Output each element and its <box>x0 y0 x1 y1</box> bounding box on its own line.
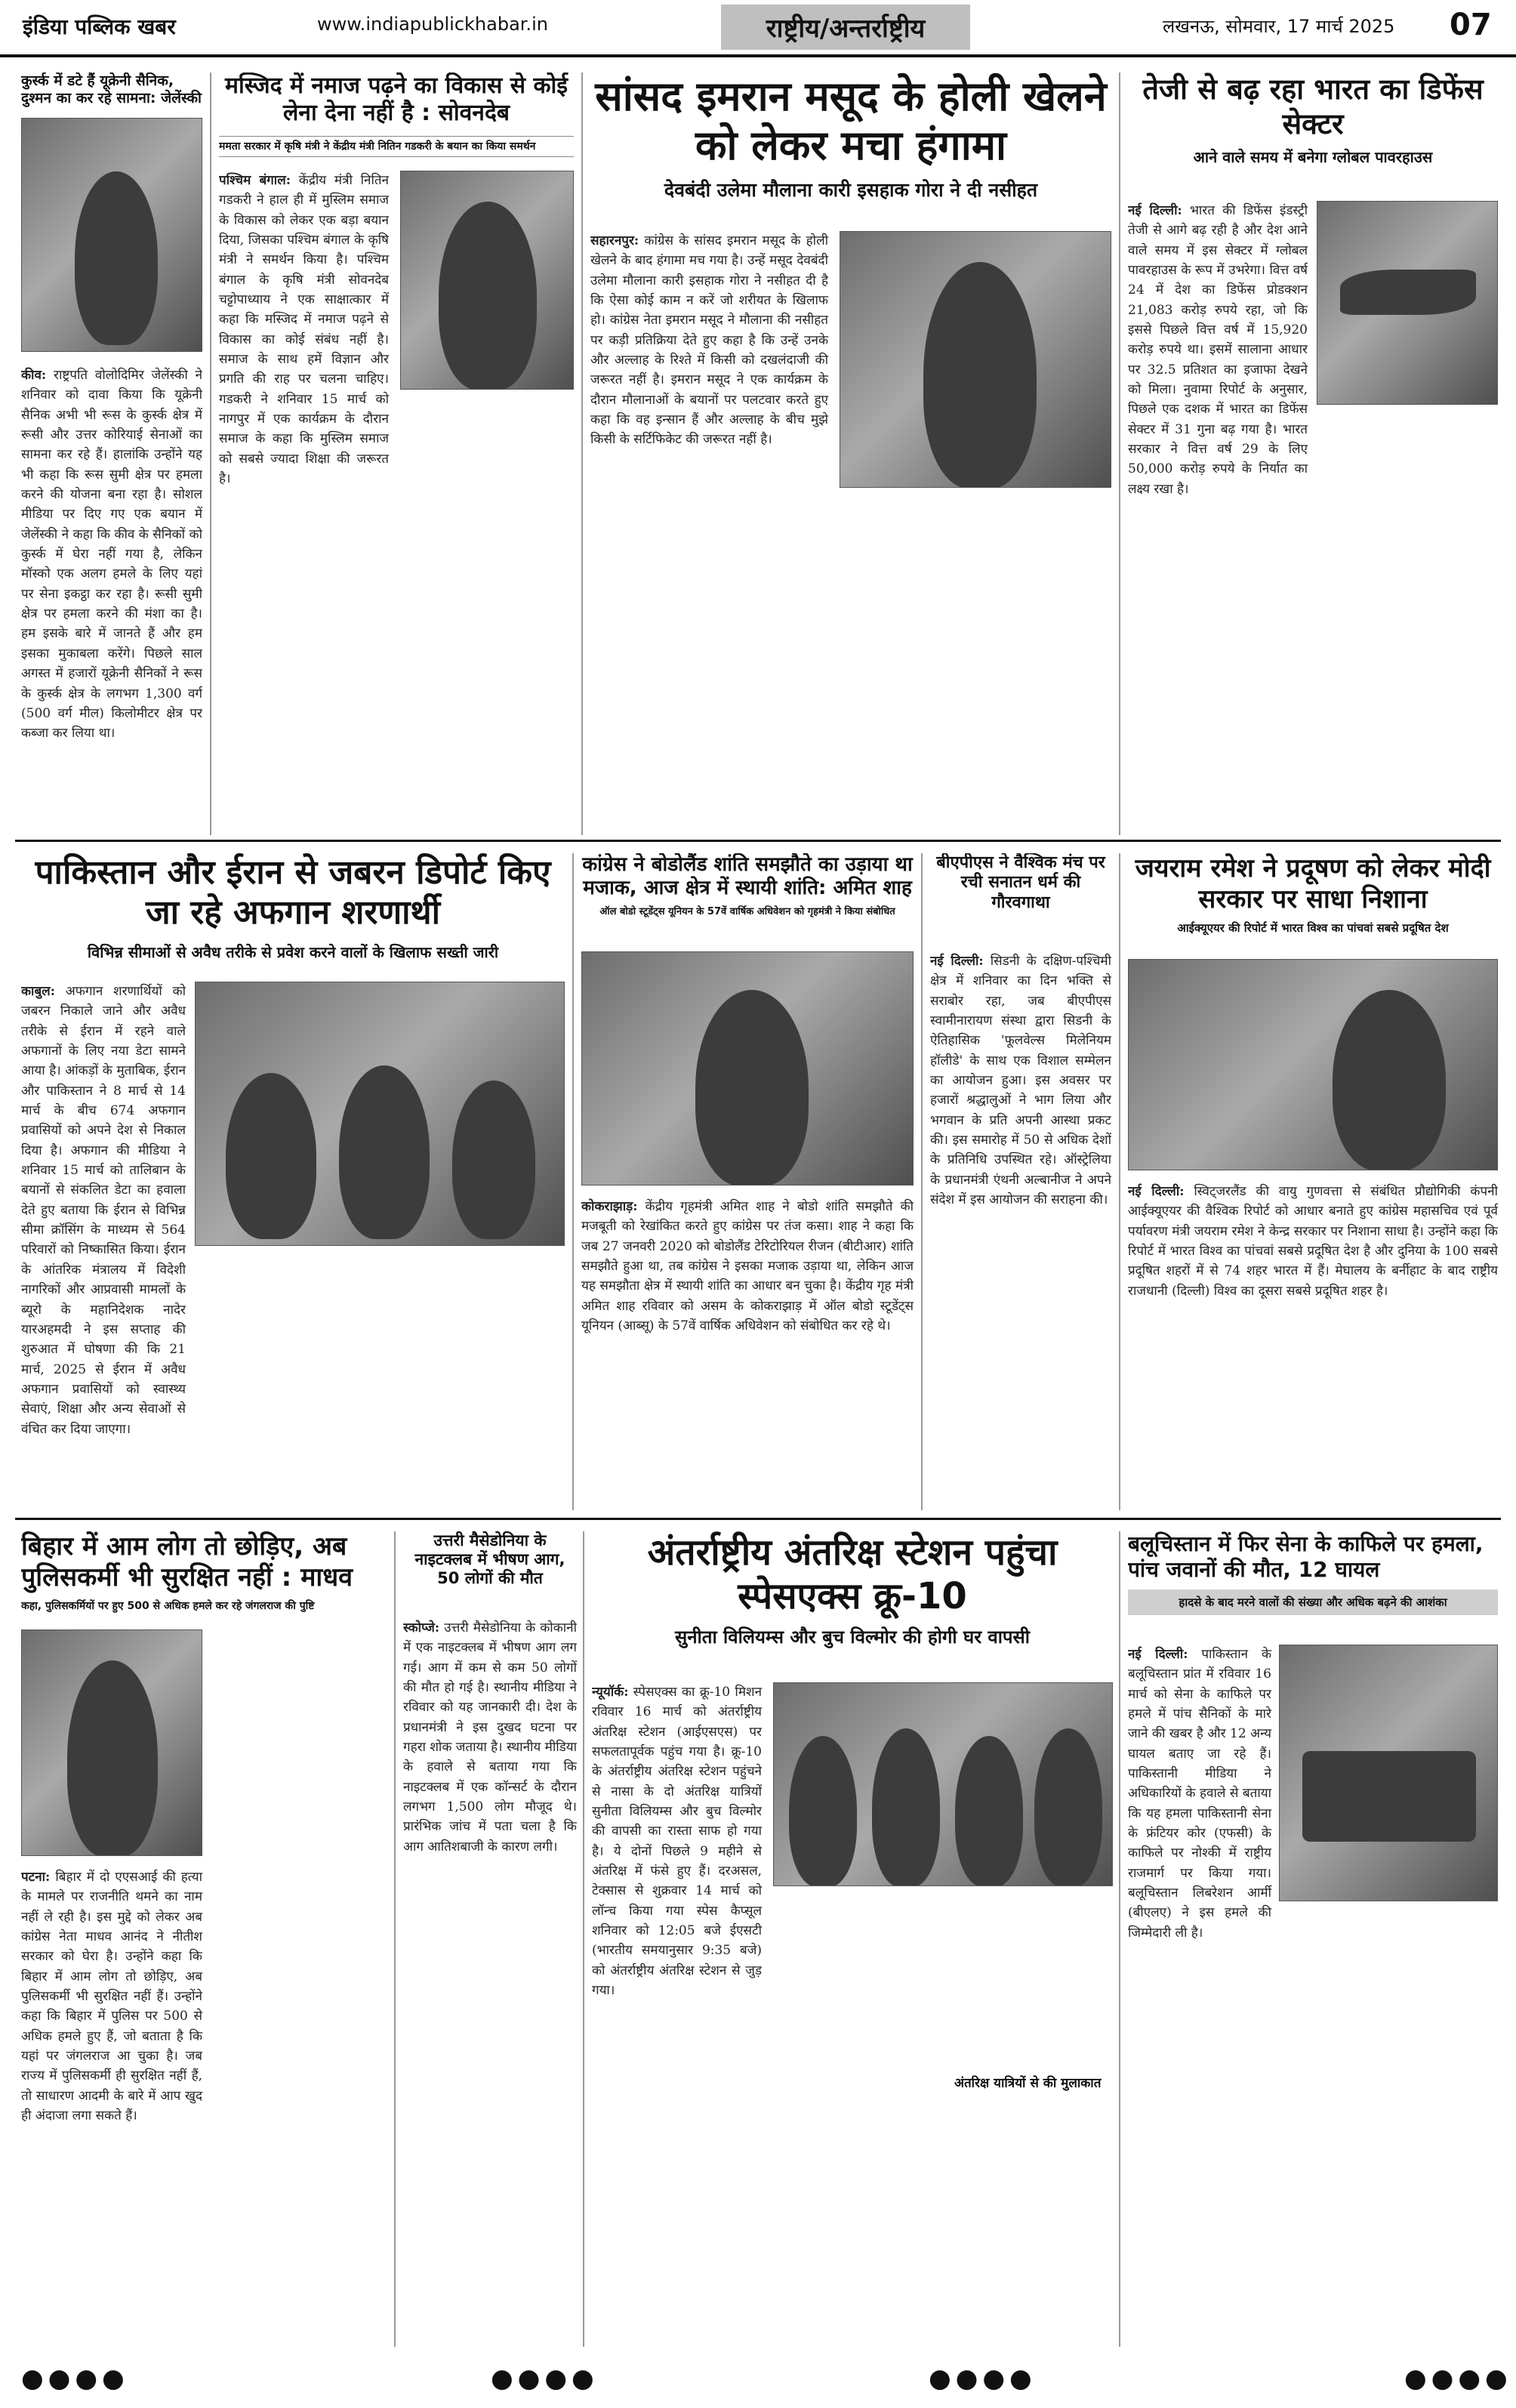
story-headline: सांसद इमरान मसूद के होली खेलने को लेकर मचा हंगामा <box>595 72 1107 169</box>
page-end-marker: ●●●● <box>21 2363 129 2394</box>
column-rule <box>1119 853 1120 1510</box>
story-subhead: हादसे के बाद मरने वालों की संख्या और अधिक बढ़ने की आशंका <box>1179 1596 1447 1610</box>
story-headline: पाकिस्तान और ईरान से जबरन डिपोर्ट किए जा रहे अफगान शरणार्थी <box>35 853 551 932</box>
story-imran <box>590 72 1111 835</box>
column-rule <box>921 853 923 1510</box>
crowd-figure <box>226 1073 316 1239</box>
section-divider <box>15 1518 1501 1520</box>
story-headline: मस्जिद में नमाज पढ़ने का विकास से कोई लेना देना नहीं है : सोवनदेब <box>225 72 568 126</box>
story-headline: बीएपीएस ने वैश्विक मंच पर रची सनातन धर्म की गौरवगाथा <box>936 853 1105 912</box>
story-bihar <box>21 1531 429 2347</box>
column-rule <box>210 72 211 835</box>
story-photo <box>773 1682 1113 1886</box>
story-defence <box>1128 72 1498 835</box>
story-subhead-band <box>1128 1589 1498 1615</box>
person-figure <box>439 202 537 390</box>
person-figure <box>67 1660 158 1856</box>
astronaut-figure <box>789 1736 857 1886</box>
person-figure <box>923 262 1037 488</box>
story-body <box>403 1618 577 1857</box>
vehicle-figure <box>1302 1751 1476 1842</box>
story-subhead: कहा, पुलिसकर्मियों पर हुए 500 से अधिक हमले कर रहे जंगलराज की पुष्टि <box>21 1599 315 1612</box>
story-body <box>581 1197 914 1336</box>
dateline: नई दिल्ली: <box>930 954 984 969</box>
story-photo <box>400 171 574 390</box>
crowd-figure <box>339 1065 430 1239</box>
body-text: स्पेसएक्स का क्रू-10 मिशन रविवार 16 मार्च को अंतर्राष्ट्रीय अंतरिक्ष स्टेशन (आईएसएस) पर सफलतापूर्वक पहुंच गया है। क्रू-10 के अंतर्राष्ट्रीय अंतरिक्ष स्टेशन पहुंचने से नासा के दो अंतरिक्ष यात्रियों सुनीता विलियम्स और बुच विल्मोर की वापसी का रास्ता साफ हो गया है। ये दोनों पिछले 9 महीने से अंतरिक्ष में फंसे हुए हैं। दरअसल, टेक्सास से शुक्रवार 14 मार्च को लॉन्च किया गया स्पेस कैप्सूल शनिवार को 12:05 बजे ईएसटी (भारतीय समयानुसार 9:35 बजे) को अंतर्राष्ट्रीय अंतरिक्ष स्टेशन से जुड़ गया। <box>592 1685 762 1999</box>
story-body <box>1128 1182 1498 1301</box>
section-title: राष्ट्रीय/अन्तर्राष्ट्रीय <box>721 5 970 50</box>
story-baluch <box>1128 1531 1498 2347</box>
dateline: काबुल: <box>21 984 55 999</box>
body-text: अफगान शरणार्थियों को जबरन निकाले जाने और अवैध तरीके से ईरान में रहने वाले अफगानों के लिए नया डेटा सामने आया है। आंकड़ों के मुताबिक, ईरान और पाकिस्तान ने 8 मार्च से 14 मार्च के बीच 674 अफगान प्रवासियों को अपने देश से निकाल दिया है। अफगान की मीडिया ने शनिवार 15 मार्च को तालिबान के बयानों से संकलित डेटा का हवाला देते हुए बताया कि ईरान से विभिन्न सीमा क्रॉसिंग के माध्यम से 564 परिवारों को निष्कासित किया। ईरान के आंतरिक मंत्रालय में विदेशी नागरिकों और आप्रवासी मामलों के ब्यूरो के महानिदेशक नादेर यारअहमदी ने इस सप्ताह की शुरुआत में घोषणा की कि 21 मार्च, 2025 से ईरान में अवैध अफगान प्रवासियों को स्वास्थ्य सेवाएं, शिक्षा और अन्य सेवाओं से वंचित कर दिया जाएगा। <box>21 984 186 1437</box>
dateline: सहारनपुर: <box>590 233 639 248</box>
story-body <box>21 365 202 744</box>
page-number: 07 <box>1450 8 1492 42</box>
story-pakistan-iran <box>21 853 565 1510</box>
story-photo <box>1279 1645 1498 1901</box>
story-headline: कुर्स्क में डटे हैं यूक्रेनी सैनिक, दुश्मन का कर रहे सामना: जेलेंस्की <box>21 72 202 106</box>
page-end-marker: ●●●● <box>1404 2363 1512 2394</box>
body-text: राष्ट्रपति वोलोदिमिर जेलेंस्की ने शनिवार को दावा किया कि यूक्रेनी सैनिक अभी भी रूस के कुर्स्क क्षेत्र में रूसी और उत्तर कोरियाई सेनाओं का सामना कर रहे हैं। हालांकि उन्होंने यह भी कहा कि रूस सुमी क्षेत्र पर हमला करने की योजना बना रहा है। सोशल मीडिया पर दिए गए एक बयान में जेलेंस्की ने कहा कि कीव के सैनिकों को कुर्स्क में घेरा नहीं गया है, लेकिन मॉस्को एक अलग हमले के लिए यहां पर सेना इकट्ठा कर रहा है। रूसी सुमी क्षेत्र पर हमला करने की मंशा का है। हम इसके बारे में जानते हैं और हम इसका मुकाबला करेंगे। पिछले साल अगस्त में हजारों यूक्रेनी सैनिकों ने रूस के कुर्स्क क्षेत्र के लगभग 1,300 वर्ग (500 वर्ग मील) किलोमीटर क्षेत्र पर कब्जा कर लिया था। <box>21 368 202 742</box>
dateline: नई दिल्ली: <box>1128 203 1182 218</box>
publication-name: इंडिया पब्लिक खबर <box>23 14 176 39</box>
column-rule <box>581 72 583 835</box>
column-rule <box>583 1531 584 2347</box>
story-subhead: आने वाले समय में बनेगा ग्लोबल पावरहाउस <box>1193 148 1433 167</box>
jet-figure <box>1340 270 1476 315</box>
body-text: कांग्रेस के सांसद इमरान मसूद के होली खेलने के बाद हंगामा मच गया है। उन्हें मसूद देवबंदी उलेमा मौलाना कारी इसहाक गोरा ने नसीहत दी है कि ऐसा कोई काम न करें जो शरीयत के खिलाफ हो। कांग्रेस नेता इमरान मसूद ने मौलाना की नसीहत पर कड़ी प्रतिक्रिया देते हुए कहा है कि उन्हें उनके और अल्लाह के रिश्ते में किसी को दखलंदाजी की जरूरत नहीं है। इमरान मसूद ने एक कार्यक्रम के दौरान मौलानाओं के बयानों पर पलटवार करते हुए कहा कि वह इन्सान हैं और अल्लाह के बीच मुझे किसी के सर्टिफिकेट की जरूरत नहीं है। <box>590 233 828 448</box>
story-headline: उत्तरी मैसेडोनिया के नाइटक्लब में भीषण आग, 50 लोगों की मौत <box>414 1531 565 1588</box>
inset-heading: अंतरिक्ष यात्रियों से की मुलाकात <box>954 2076 1102 2091</box>
dateline: नई दिल्ली: <box>1128 1647 1188 1662</box>
person-figure <box>695 990 809 1186</box>
story-subhead: सुनीता विलियम्स और बुच विल्मोर की होगी घर वापसी <box>675 1626 1030 1648</box>
story-headline: बिहार में आम लोग तो छोड़िए, अब पुलिसकर्मी भी सुरक्षित नहीं : माधव <box>21 1531 353 1592</box>
story-body <box>1128 1645 1271 1943</box>
dateline: कीव: <box>21 368 47 383</box>
story-photo <box>21 1629 202 1856</box>
website-link[interactable]: www.indiapublickhabar.in <box>317 14 548 35</box>
story-body <box>21 982 186 1439</box>
story-body <box>592 1682 762 2001</box>
page-end-marker: ●●●● <box>929 2363 1037 2394</box>
story-photo <box>195 982 565 1246</box>
body-text: भारत की डिफेंस इंडस्ट्री तेजी से आगे बढ़ रही है और देश आने वाले समय में इस सेक्टर में ग्लोबल पावरहाउस के रूप में उभरेगा। वित्त वर्ष 24 में देश का डिफेंस प्रोडक्शन 21,083 करोड़ रुपये रहा, जो कि इससे पिछले वित्त वर्ष में 15,920 करोड़ रुपये था। इसमें सालाना आधार पर 32.5 प्रतिशत का इजाफा देखने को मिला। नुवामा रिपोर्ट के अनुसार, पिछले एक दशक में भारत का डिफेंस सेक्टर में 31 गुना बढ़ गया है। भारत सरकार ने वित्त वर्ष 29 के लिए 50,000 करोड़ रुपये के निर्यात का लक्ष्य रखा है। <box>1128 203 1308 497</box>
story-baps <box>930 853 1111 1510</box>
dateline: नई दिल्ली: <box>1128 1184 1185 1199</box>
story-headline: कांग्रेस ने बोडोलैंड शांति समझौते का उड़ाया था मजाक, आज क्षेत्र में स्थायी शांति: अमित शाह <box>582 853 913 900</box>
body-text: केंद्रीय गृहमंत्री अमित शाह ने बोडो शांति समझौते की मजबूती को रेखांकित करते हुए कांग्रेस पर तंज कसा। शाह ने कहा कि जब 27 जनवरी 2020 को बोडोलैंड टेरिटोरियल रीजन (बीटीआर) शांति समझौते हुआ था, तब कांग्रेस ने इसका मजाक उड़ाया था, लेकिन आज यह समझौता क्षेत्र में स्थायी शांति का आधार बन चुका है। केंद्रीय गृह मंत्री अमित शाह रविवार को असम के कोकराझाड़ में ऑल बोडो स्टूडेंट्स यूनियन (आब्सू) के 57वें वार्षिक अधिवेशन को संबोधित कर रहे थे। <box>581 1199 914 1334</box>
body-text: बिहार में दो एएसआई की हत्या के मामले पर राजनीति थमने का नाम नहीं ले रही है। इस मुद्दे को लेकर अब कांग्रेस नेता माधव आनंद ने नीतीश सरकार को घेरा है। उन्होंने कहा कि बिहार में आम लोग तो छोड़िए, अब पुलिसकर्मी भी सुरक्षित नहीं हैं। उन्होंने कहा कि बिहार में पुलिस पर 500 से अधिक हमले हुए हैं, जो बताता है कि यहां पर जंगलराज आ चुका है। जब राज्य में पुलिसकर्मी ही सुरक्षित नहीं हैं, तो साधारण आदमी के बारे में आप खुद ही अंदाजा लगा सकते हैं। <box>21 1870 202 2124</box>
story-subhead: ऑल बोडो स्टूडेंट्स यूनियन के 57वें वार्षिक अधिवेशन को गृहमंत्री ने किया संबोधित <box>599 906 895 918</box>
dateline: स्कोप्जे: <box>403 1620 440 1636</box>
crowd-figure <box>452 1081 535 1239</box>
column-rule <box>1119 1531 1120 2347</box>
dateline: पटना: <box>21 1870 51 1885</box>
body-text: स्विट्जरलैंड की वायु गुणवत्ता से संबंधित प्रौद्योगिकी कंपनी आईक्यूएयर की वैश्विक रिपोर्ट को आधार बनाते हुए कांग्रेस महासचिव एवं पूर्व पर्यावरण मंत्री जयराम रमेश ने केन्द्र सरकार पर निशाना साधा है। उन्होंने कहा कि रिपोर्ट में भारत विश्व का पांचवां सबसे प्रदूषित देश है और दुनिया के 100 सबसे प्रदूषित शहरों में से 74 शहर भारत में हैं। मेघालय के बर्नीहाट के बाद राष्ट्रीय राजधानी (दिल्ली) विश्व का दूसरा सबसे प्रदूषित शहर है। <box>1128 1184 1498 1299</box>
story-ukraine <box>21 72 202 835</box>
story-headline: अंतर्राष्ट्रीय अंतरिक्ष स्टेशन पहुंचा स्पेसएक्स क्रू-10 <box>647 1531 1058 1617</box>
story-photo <box>840 231 1111 488</box>
story-body <box>21 1867 202 2126</box>
person-figure <box>1333 990 1446 1170</box>
column-rule <box>394 1531 396 2347</box>
story-amit-shah <box>581 853 914 1510</box>
dateline: पश्चिम बंगाल: <box>219 173 291 188</box>
story-body <box>219 171 389 489</box>
astronaut-figure <box>872 1728 940 1886</box>
section-divider <box>15 840 1501 842</box>
masthead <box>0 0 1516 57</box>
column-rule <box>1119 72 1120 835</box>
story-headline: बलूचिस्तान में फिर सेना के काफिले पर हमला, पांच जवानों की मौत, 12 घायल <box>1128 1531 1484 1582</box>
story-macedonia <box>403 1531 577 2347</box>
story-headline: जयराम रमेश ने प्रदूषण को लेकर मोदी सरकार पर साधा निशाना <box>1135 853 1491 914</box>
person-figure <box>75 171 158 345</box>
body-text: उत्तरी मैसेडोनिया के कोकानी में एक नाइटक्लब में भीषण आग लग गई। आग में कम से कम 50 लोगों की मौत हो गई है। स्थानीय मीडिया ने रविवार को यह जानकारी दी। देश के प्रधानमंत्री ने इस दुखद घटना पर गहरा शोक जताया है। स्थानीय मीडिया के हवाले से बताया गया कि नाइटक्लब में एक कॉन्सर्ट के दौरान लगभग 1,500 लोग मौजूद थे। प्रारंभिक जांच में पता चला है कि आग आतिशबाजी के कारण लगी। <box>403 1620 577 1855</box>
story-photo <box>1317 201 1498 405</box>
body-text: केंद्रीय मंत्री नितिन गडकरी ने हाल ही में मुस्लिम समाज के विकास को लेकर एक बड़ा बयान दिया, जिसका पश्चिम बंगाल के कृषि मंत्री ने समर्थन किया है। पश्चिम बंगाल के कृषि मंत्री सोवनदेब चट्टोपाध्याय ने एक साक्षात्कार में कहा कि मस्जिद में नमाज पढ़ने से विकास का कोई संबंध नहीं है। समाज के साथ हमें विज्ञान और प्रगति की राह पर चलना चाहिए। गडकरी ने शनिवार 15 मार्च को नागपुर में एक कार्यक्रम के दौरान समाज के कहा कि मुस्लिम समाज को सबसे ज्यादा शिक्षा की जरूरत है। <box>219 173 389 487</box>
astronaut-figure <box>955 1736 1023 1886</box>
dateline: न्यूयॉर्क: <box>592 1685 629 1700</box>
story-headline: तेजी से बढ़ रहा भारत का डिफेंस सेक्टर <box>1142 72 1484 140</box>
page-end-marker: ●●●● <box>491 2363 599 2394</box>
story-subhead: आईक्यूएयर की रिपोर्ट में भारत विश्व का पांचवां सबसे प्रदूषित देश <box>1177 920 1449 935</box>
body-text: सिडनी के दक्षिण-पश्चिमी क्षेत्र में शनिवार का दिन भक्ति से सराबोर रहा, जब बीएपीएस स्वामीनारायण संस्था द्वारा सिडनी के ऐतिहासिक 'फूलवेल्स मिलेनियम हॉलीडे' के साथ एक विशाल सम्मेलन का आयोजन हुआ। इस अवसर पर हजारों श्रद्धालुओं ने भाग लिया और भगवान के प्रति अपनी आस्था प्रकट की। इस समारोह में 50 से अधिक देशों के प्रतिनिधि उपस्थित रहे। ऑस्ट्रेलिया के प्रधानमंत्री एंथनी अल्बानीज ने अपने संदेश में इस आयोजन की सराहना की। <box>930 954 1111 1208</box>
dateline: कोकराझाड़: <box>581 1199 638 1214</box>
story-photo <box>581 951 914 1186</box>
story-jairam <box>1128 853 1498 1510</box>
astronaut-figure <box>1034 1728 1102 1886</box>
story-masjid <box>219 72 574 835</box>
story-photo <box>1128 959 1498 1170</box>
story-space <box>592 1531 1113 2347</box>
column-rule <box>572 853 574 1510</box>
story-subhead: ममता सरकार में कृषि मंत्री ने केंद्रीय मंत्री नितिन गडकरी के बयान का किया समर्थन <box>219 136 574 157</box>
story-subhead: देवबंदी उलेमा मौलाना कारी इसहाक गोरा ने दी नसीहत <box>664 178 1038 201</box>
body-text: पाकिस्तान के बलूचिस्तान प्रांत में रविवार 16 मार्च को सेना के काफिले पर हमले में पांच सैनिकों के मारे जाने की खबर है और 12 अन्य घायल बताए जा रहे हैं। पाकिस्तानी मीडिया ने अधिकारियों के हवाले से बताया कि यह हमला पाकिस्तानी सेना के फ्रंटियर कोर (एफसी) के काफिले पर नोश्की में राष्ट्रीय राजमार्ग पर किया गया। बलूचिस्तान लिबरेशन आर्मी (बीएलए) ने इस हमले की जिम्मेदारी ली है। <box>1128 1647 1271 1941</box>
story-body <box>590 231 828 450</box>
story-photo <box>21 118 202 352</box>
issue-date: लखनऊ, सोमवार, 17 मार्च 2025 <box>1163 16 1395 37</box>
story-subhead: विभिन्न सीमाओं से अवैध तरीके से प्रवेश करने वालों के खिलाफ सख्ती जारी <box>87 942 499 961</box>
story-body <box>930 951 1111 1210</box>
story-body <box>1128 201 1308 499</box>
